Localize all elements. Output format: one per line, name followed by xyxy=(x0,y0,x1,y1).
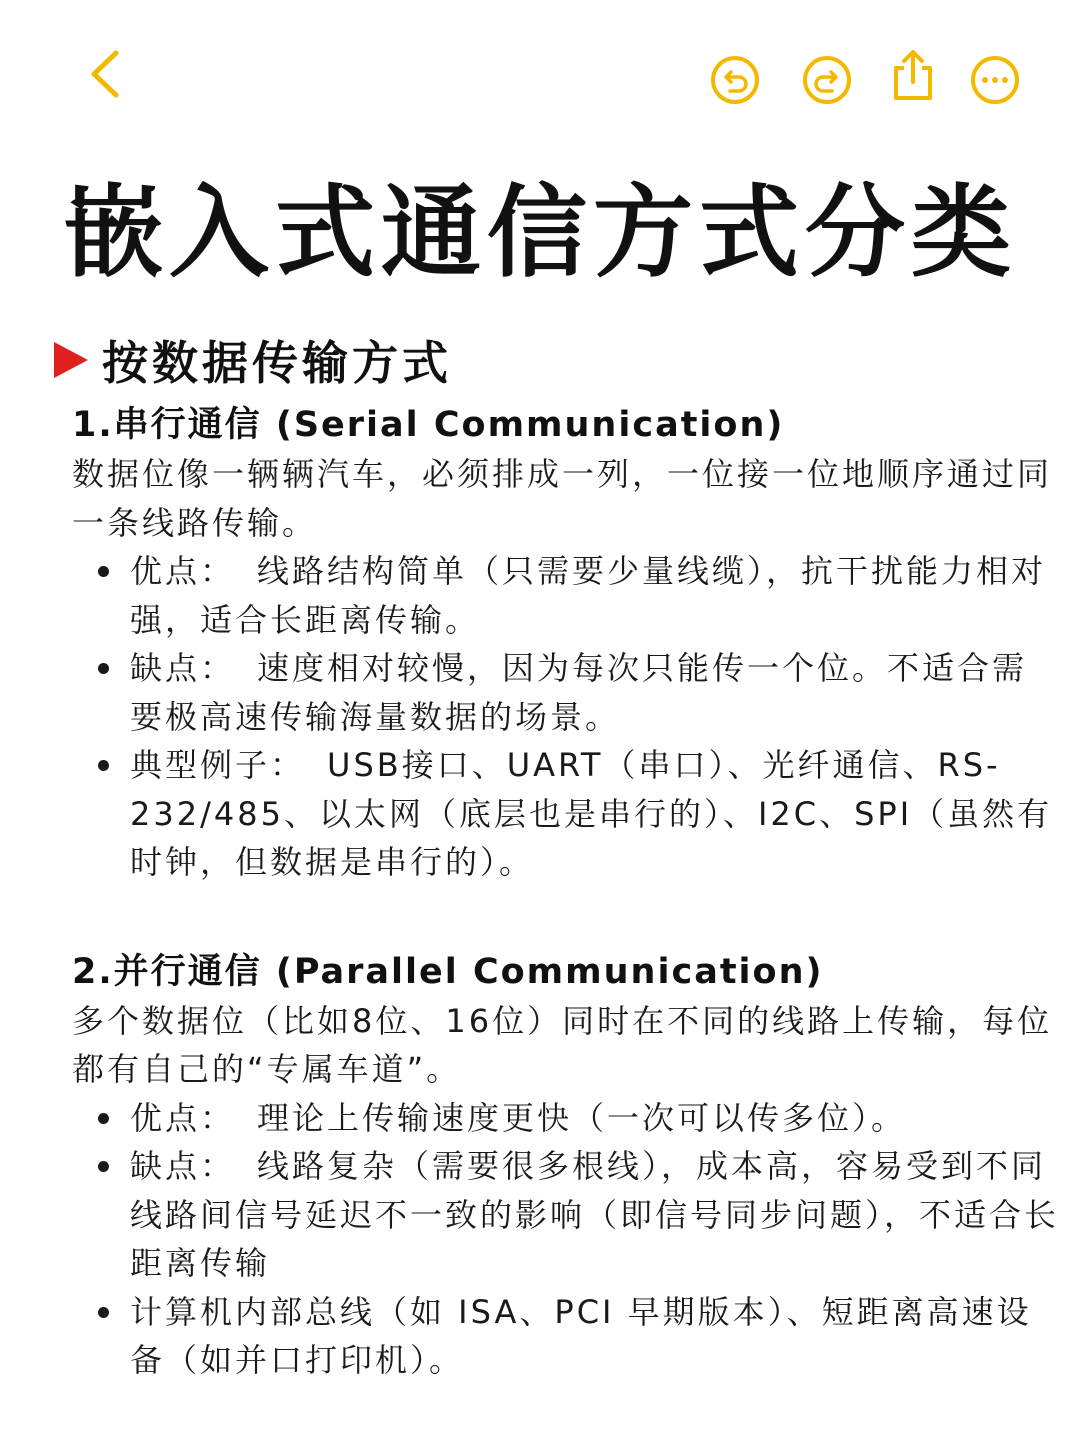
share-button[interactable] xyxy=(888,50,938,100)
examples-text: 计算机内部总线（如 ISA、PCI 早期版本）、短距离高速设备（如并口打印机）。 xyxy=(130,1292,1032,1379)
serial-pros-item xyxy=(130,547,1062,644)
cons-text: 线路复杂（需要很多根线），成本高，容易受到不同线路间信号延迟不一致的影响（即信号同步问题），不适合长距离传输 xyxy=(130,1147,1060,1282)
section-heading xyxy=(54,330,452,390)
parallel-bullet-list xyxy=(72,1094,1062,1385)
serial-bullet-list xyxy=(72,547,1062,887)
parallel-pros-item xyxy=(130,1094,1062,1143)
pros-label: 优点： xyxy=(130,552,236,590)
parallel-cons-item xyxy=(130,1142,1062,1288)
serial-description: 数据位像一辆辆汽车，必须排成一列，一位接一位地顺序通过同一条线路传输。 xyxy=(72,455,1053,542)
triangle-marker-icon xyxy=(54,342,88,378)
pros-text: 理论上传输速度更快（一次可以传多位）。 xyxy=(257,1098,907,1137)
page-title: 嵌入式通信方式分类 xyxy=(63,174,1017,291)
pros-label: 优点： xyxy=(130,1098,236,1137)
chevron-left-icon xyxy=(88,49,122,99)
pros-text: 线路结构简单（只需要少量线缆），抗干扰能力相对强，适合长距离传输。 xyxy=(130,552,1047,639)
serial-examples-item xyxy=(130,741,1062,887)
redo-icon xyxy=(802,55,852,105)
undo-button[interactable] xyxy=(710,55,760,105)
parallel-description: 多个数据位（比如8位、16位）同时在不同的线路上传输，每位都有自己的“专属车道”。 xyxy=(72,1001,1053,1088)
redo-button[interactable] xyxy=(802,55,852,105)
more-button[interactable] xyxy=(970,55,1020,105)
cons-text: 速度相对较慢，因为每次只能传一个位。不适合需要极高速传输海量数据的场景。 xyxy=(130,649,1028,736)
examples-text: USB接口、UART（串口）、光纤通信、RS-232/485、以太网（底层也是串行的）、I2C、SPI（虽然有时钟，但数据是串行的）。 xyxy=(130,746,1053,881)
section-spacer xyxy=(72,887,1062,947)
serial-heading: 1.串行通信 (Serial Communication) xyxy=(72,405,785,445)
undo-icon xyxy=(710,55,760,105)
examples-label: 典型例子： xyxy=(130,746,306,784)
parallel-heading: 2.并行通信 (Parallel Communication) xyxy=(72,951,824,992)
note-content xyxy=(72,400,1062,1385)
parallel-examples-item xyxy=(130,1288,1062,1385)
toolbar xyxy=(0,0,1080,150)
serial-cons-item xyxy=(130,644,1062,741)
share-icon xyxy=(890,48,936,102)
more-icon xyxy=(970,55,1020,105)
cons-label: 缺点： xyxy=(130,1147,236,1185)
cons-label: 缺点： xyxy=(130,649,236,687)
back-button[interactable] xyxy=(80,46,130,102)
section-heading-text: 按数据传输方式 xyxy=(102,336,452,390)
